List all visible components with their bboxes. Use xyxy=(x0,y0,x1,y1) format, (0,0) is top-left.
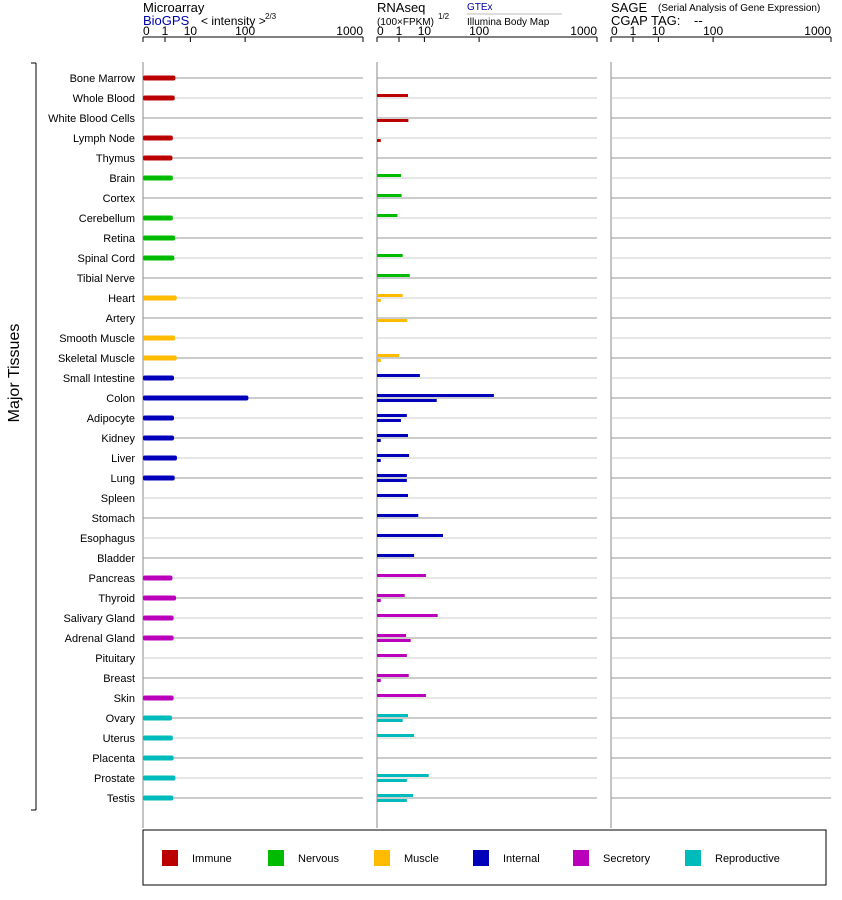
tissue-label: Cortex xyxy=(102,193,135,205)
rnaseq-illumina-bar xyxy=(377,299,381,302)
microarray-bar xyxy=(143,376,174,381)
rnaseq-gtex-bar xyxy=(377,194,402,197)
microarray-bar xyxy=(143,336,175,341)
rnaseq-gtex-bar xyxy=(377,554,414,557)
tissue-label: Smooth Muscle xyxy=(59,333,135,345)
legend-swatch xyxy=(162,850,178,866)
microarray-bar xyxy=(143,76,175,81)
microarray-unit: < intensity > xyxy=(201,14,266,28)
rnaseq-gtex-bar xyxy=(377,654,407,657)
tissue-label: Lymph Node xyxy=(73,133,135,145)
gtex-link[interactable]: GTEx xyxy=(467,2,493,13)
microarray-tick-label: 1000 xyxy=(336,24,363,38)
tissue-label: Lung xyxy=(110,473,135,485)
rnaseq-illumina-bar xyxy=(377,779,407,782)
microarray-bar xyxy=(143,736,173,741)
rnaseq-panel xyxy=(377,24,597,828)
tissue-label: Bone Marrow xyxy=(69,73,135,85)
tissue-label: Pancreas xyxy=(88,573,135,585)
rnaseq-gtex-bar xyxy=(377,594,405,597)
tissue-label: Skin xyxy=(113,693,135,705)
rnaseq-gtex-bar xyxy=(377,494,408,497)
tissue-label: Colon xyxy=(106,393,135,405)
microarray-title: Microarray xyxy=(143,0,205,15)
rnaseq-gtex-bar xyxy=(377,774,429,777)
rnaseq-illumina-bar xyxy=(377,599,381,602)
tissue-label: Adrenal Gland xyxy=(64,633,135,645)
tissue-label: Skeletal Muscle xyxy=(57,353,135,365)
microarray-tick-label: 0 xyxy=(143,24,150,38)
microarray-bar xyxy=(143,356,177,361)
tissue-label: Liver xyxy=(111,453,135,465)
microarray-tick-label: 100 xyxy=(235,24,256,38)
tissue-label: Thymus xyxy=(95,153,135,165)
tissue-label: Esophagus xyxy=(79,533,135,545)
microarray-unit-exponent: 2/3 xyxy=(265,12,277,21)
rnaseq-gtex-bar xyxy=(377,414,407,417)
tissue-label: Breast xyxy=(103,673,135,685)
rnaseq-gtex-bar xyxy=(377,514,418,517)
tissue-label: Whole Blood xyxy=(72,93,135,105)
microarray-tick-label: 1 xyxy=(161,24,169,38)
sage-tick-label: 1000 xyxy=(804,24,831,38)
rnaseq-gtex-bar xyxy=(377,634,406,637)
legend-swatch xyxy=(374,850,390,866)
microarray-bar xyxy=(143,296,177,301)
tissue-label: Pituitary xyxy=(95,653,135,665)
tissue-label: Retina xyxy=(103,233,135,245)
cgap-tag-label: CGAP TAG: xyxy=(611,13,681,28)
panels xyxy=(143,24,831,828)
microarray-bar xyxy=(143,796,173,801)
microarray-bar xyxy=(143,136,173,141)
rnaseq-gtex-bar xyxy=(377,294,403,297)
rnaseq-gtex-bar xyxy=(377,574,426,577)
rnaseq-gtex-bar xyxy=(377,94,408,97)
rnaseq-illumina-bar xyxy=(377,799,407,802)
microarray-bar xyxy=(143,176,173,181)
rnaseq-gtex-bar xyxy=(377,614,438,617)
rnaseq-gtex-bar xyxy=(377,214,397,217)
rnaseq-illumina-bar xyxy=(377,139,381,142)
tissue-label: Heart xyxy=(108,293,135,305)
sage-subtitle: (Serial Analysis of Gene Expression) xyxy=(658,3,821,14)
rnaseq-illumina-bar xyxy=(377,639,411,642)
rnaseq-illumina-bar xyxy=(377,679,381,682)
legend-swatch xyxy=(268,850,284,866)
rnaseq-unit-exponent: 1/2 xyxy=(438,12,450,21)
rnaseq-illumina-bar xyxy=(377,119,408,122)
tissue-label: Bladder xyxy=(97,553,135,565)
rnaseq-gtex-bar xyxy=(377,454,409,457)
biogps-link[interactable]: BioGPS xyxy=(143,13,190,28)
rnaseq-gtex-bar xyxy=(377,254,403,257)
rnaseq-tick-label: 100 xyxy=(469,24,490,38)
tissue-label: Spinal Cord xyxy=(77,253,135,265)
tissue-label: Tibial Nerve xyxy=(76,273,135,285)
tissue-label: Small Intestine xyxy=(62,373,135,385)
y-group-label: Major Tissues xyxy=(6,323,23,423)
rnaseq-illumina-bar xyxy=(377,319,407,322)
legend-swatch xyxy=(473,850,489,866)
rnaseq-tick-label: 1 xyxy=(395,24,403,38)
tissue-label: Thyroid xyxy=(98,593,135,605)
sage-title: SAGE xyxy=(611,0,648,15)
legend-swatch xyxy=(573,850,589,866)
legend-label: Muscle xyxy=(404,853,439,865)
rnaseq-gtex-bar xyxy=(377,374,420,377)
rnaseq-illumina-bar xyxy=(377,399,437,402)
rnaseq-gtex-bar xyxy=(377,674,409,677)
tissue-label: Kidney xyxy=(101,433,135,445)
rnaseq-gtex-bar xyxy=(377,734,414,737)
legend-label: Immune xyxy=(192,853,232,865)
microarray-bar xyxy=(143,216,173,221)
tissue-label: Prostate xyxy=(94,773,135,785)
sage-tick-label: 10 xyxy=(651,24,666,38)
tissue-label: White Blood Cells xyxy=(48,113,135,125)
rnaseq-gtex-bar xyxy=(377,694,426,697)
rnaseq-illumina-bar xyxy=(377,419,401,422)
microarray-bar xyxy=(143,596,176,601)
tissue-labels xyxy=(48,73,136,805)
rnaseq-tick-label: 0 xyxy=(377,24,384,38)
microarray-bar xyxy=(143,576,172,581)
rnaseq-gtex-bar xyxy=(377,794,413,797)
legend xyxy=(162,850,780,866)
legend-label: Internal xyxy=(503,853,540,865)
tissue-label: Salivary Gland xyxy=(63,613,135,625)
illumina-body-map-label: Illumina Body Map xyxy=(467,17,550,28)
rnaseq-gtex-bar xyxy=(377,534,443,537)
microarray-bar xyxy=(143,636,174,641)
microarray-bar xyxy=(143,776,175,781)
microarray-bar xyxy=(143,436,174,441)
rnaseq-gtex-bar xyxy=(377,274,410,277)
rnaseq-tick-label: 1000 xyxy=(570,24,597,38)
cgap-tag-value: -- xyxy=(694,13,703,28)
microarray-bar xyxy=(143,756,174,761)
rnaseq-illumina-bar xyxy=(377,719,403,722)
microarray-bar xyxy=(143,716,172,721)
microarray-bar xyxy=(143,476,175,481)
microarray-bar xyxy=(143,456,177,461)
microarray-bar xyxy=(143,696,174,701)
tissue-label: Spleen xyxy=(100,493,135,505)
legend-swatch xyxy=(685,850,701,866)
rnaseq-illumina-bar xyxy=(377,359,381,362)
rnaseq-title: RNAseq xyxy=(377,0,426,15)
sage-tick-label: 1 xyxy=(629,24,637,38)
rnaseq-gtex-bar xyxy=(377,474,407,477)
tissue-label: Uterus xyxy=(102,733,135,745)
tissue-label: Ovary xyxy=(105,713,135,725)
rnaseq-gtex-bar xyxy=(377,434,408,437)
tissue-label: Testis xyxy=(106,793,135,805)
sage-tick-label: 100 xyxy=(703,24,724,38)
rnaseq-illumina-bar xyxy=(377,479,407,482)
microarray-bar xyxy=(143,616,174,621)
rnaseq-gtex-bar xyxy=(377,354,399,357)
rnaseq-tick-label: 10 xyxy=(417,24,432,38)
rnaseq-gtex-bar xyxy=(377,174,401,177)
rnaseq-unit: (100×FPKM) xyxy=(377,17,434,28)
tissue-label: Adipocyte xyxy=(86,413,135,425)
microarray-bar xyxy=(143,256,174,261)
tissue-label: Cerebellum xyxy=(78,213,135,225)
microarray-tick-label: 10 xyxy=(183,24,198,38)
tissue-label: Brain xyxy=(109,173,135,185)
microarray-bar xyxy=(143,96,175,101)
rnaseq-gtex-bar xyxy=(377,394,494,397)
tissue-label: Stomach xyxy=(91,513,135,525)
sage-tick-label: 0 xyxy=(611,24,618,38)
microarray-bar xyxy=(143,416,174,421)
rnaseq-illumina-bar xyxy=(377,439,381,442)
legend-label: Secretory xyxy=(603,853,651,865)
microarray-bar xyxy=(143,396,248,401)
tissue-label: Artery xyxy=(105,313,135,325)
microarray-panel xyxy=(143,24,363,828)
legend-label: Reproductive xyxy=(715,853,780,865)
rnaseq-illumina-bar xyxy=(377,459,381,462)
rnaseq-gtex-bar xyxy=(377,714,408,717)
legend-label: Nervous xyxy=(298,853,339,865)
microarray-bar xyxy=(143,156,172,161)
sage-panel xyxy=(611,24,831,828)
tissue-label: Placenta xyxy=(92,753,135,765)
microarray-bar xyxy=(143,236,175,241)
